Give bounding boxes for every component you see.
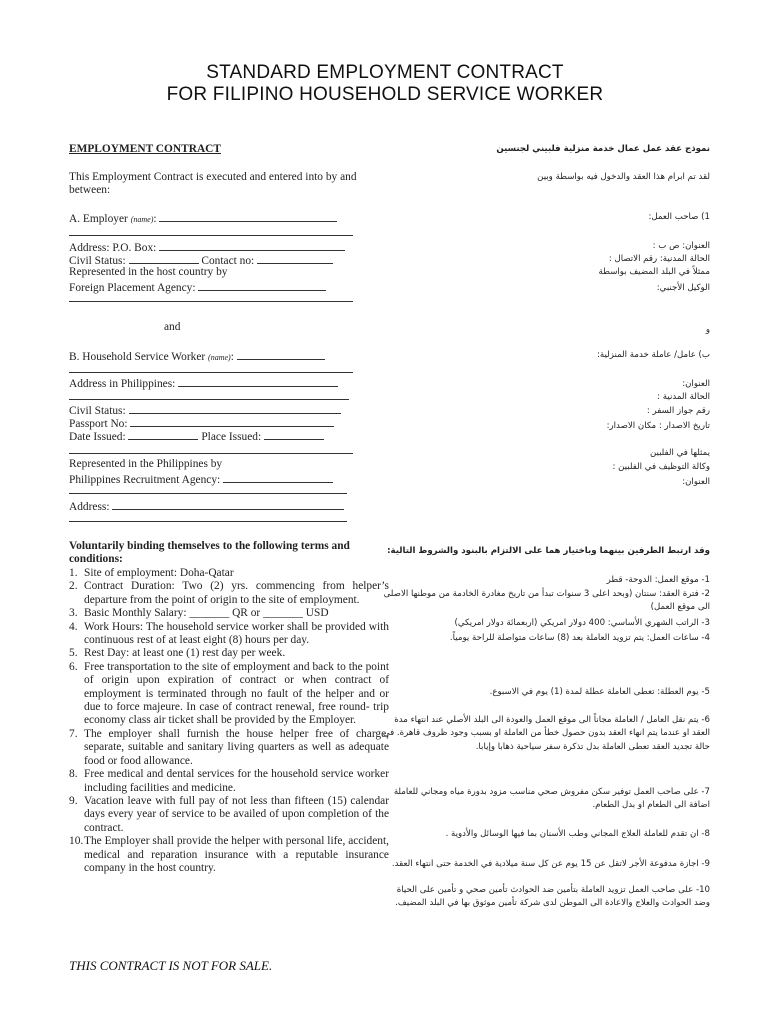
ar-address-po: العنوان: ص ب :: [652, 241, 710, 251]
ar-term-10: 10- على صاحب العمل تزويد العاملة بتأمين ضد الحوادث تأمين صحي و تأمين على الحياة وضد الحوادث والعلاج والاعادة الى الموطن لدى شركة تأمين موثوق بها في البلد المضيف.: [395, 885, 710, 909]
ar-and: و: [705, 325, 710, 335]
term-item: 8. Free medical and dental services for the household service worker including facilities and medicine.: [69, 768, 389, 794]
title-line-2: FOR FILIPINO HOUSEHOLD SERVICE WORKER: [166, 84, 604, 105]
civil-status-field[interactable]: [129, 253, 199, 264]
term-item: 6. Free transportation to the site of employment and back to the point of origin upon expiration of contract or when contract of employment is terminated through no fault of the helper and or due to force majeure. In case of contract renewal, free round- trip economy class air ticket shall be provided by the Employer.: [69, 660, 389, 727]
ph-agency-row: [69, 472, 389, 487]
ar-date-place: تاريخ الاصدار : مكان الاصدار:: [606, 421, 710, 431]
terms-list: [69, 567, 389, 875]
ar-term-6: 6- يتم نقل العامل / العاملة مجاناً الى موقع العمل والعودة الى البلد الأصلي عند انتهاء مدة العقد او عندما يتم انهاء العقد بدون حصول خطأ من العاملة او بسبب وجود ظروف قاهرة. في حالة تجديد العقد تعطى العاملة بدل تذكرة سفر سياحية ذهابا وإيابا.: [382, 715, 710, 752]
en-intro: This Employment Contract is executed and entered into by and between:: [69, 171, 357, 197]
term-item: 7. The employer shall furnish the house helper free of charge, separate, suitable and sanitary living quarters as well as adequate food or food allowance.: [69, 727, 389, 767]
term-item: 10. The Employer shall provide the helper with personal life, accident, medical and reparation insurance with a reputable insurance company in the host country.: [69, 835, 389, 874]
title-line-1: STANDARD EMPLOYMENT CONTRACT: [206, 62, 564, 83]
ar-intro: لقد تم ابرام هذا العقد والدخول فيه بواسطة وبين: [537, 172, 710, 182]
employer-label: A. Employer: [69, 213, 128, 225]
ar-term-5: 5- يوم العطلة: تعطى العاملة عطلة لمدة (1) يوم في الاسبوع.: [489, 687, 710, 697]
worker-name-field[interactable]: [237, 349, 325, 360]
employer-name-hint: (name): [130, 215, 154, 224]
ar-heading: نموذج عقد عمل عمال خدمة منزلية فلبيني لجنسين: [496, 144, 710, 154]
ar-civil: الحالة المدنية :: [657, 392, 710, 402]
civil-status2-label: Civil Status:: [69, 405, 126, 417]
ar-terms-heading: وقد ارتبط الطرفين بينهما وباختيار هما على الالتزام بالبنود والشروط التالية:: [387, 546, 710, 556]
foreign-agency-field[interactable]: [198, 280, 326, 291]
address-row: [69, 499, 389, 514]
ph-agency-field[interactable]: [223, 472, 333, 483]
footer-notice: THIS CONTRACT IS NOT FOR SALE.: [69, 958, 273, 973]
ar-address2: العنوان:: [682, 477, 710, 487]
term-item: 1. Site of employment: Doha-Qatar: [69, 567, 234, 579]
date-place-row: [69, 429, 389, 444]
term-item: 2. Contract Duration: Two (2) yrs. commencing from helper’s departure from the point of origin to the site of employment.: [69, 580, 389, 606]
contact-no-field[interactable]: [257, 253, 333, 264]
blank-line: [69, 399, 349, 400]
date-issued-label: Date Issued:: [69, 431, 126, 443]
address-ph-label: Address in Philippines:: [69, 378, 176, 390]
passport-field[interactable]: [130, 416, 334, 427]
contact-no-label: Contact no:: [201, 255, 255, 267]
ar-term-7: 7- على صاحب العمل توفير سكن مفروش صحي مناسب مزود بدورة مياه ومجاني للعاملة اضافة الى الطعام او بدل الطعام.: [393, 787, 710, 811]
represented-host: Represented in the host country by: [69, 266, 228, 278]
worker-label: B. Household Service Worker: [69, 351, 206, 363]
ar-term-3: 3- الراتب الشهري الأساسي: 400 دولار امريكي (اربعمائة دولار امريكي): [454, 618, 710, 628]
civil-status-label: Civil Status:: [69, 255, 126, 267]
ar-ph-agency: وكالة التوظيف في الفلبين :: [612, 462, 710, 472]
blank-line: [69, 235, 353, 236]
blank-line: [69, 521, 347, 522]
ar-address: العنوان:: [682, 379, 710, 389]
address-po-label: Address: P.O. Box:: [69, 242, 157, 254]
ar-represented: ممثلاً في البلد المضيف بواسطة: [598, 267, 710, 277]
ar-term-1: 1- موقع العمل: الدوحة- قطر: [606, 575, 710, 585]
address-ph-field[interactable]: [178, 376, 338, 387]
ar-rep-ph: يمثلها في الفلبين: [649, 448, 710, 458]
blank-line: [69, 372, 353, 373]
address-field[interactable]: [112, 499, 344, 510]
en-heading: EMPLOYMENT CONTRACT: [69, 143, 221, 155]
place-issued-label: Place Issued:: [201, 431, 262, 443]
civil-status2-field[interactable]: [129, 403, 341, 414]
employer-name-field[interactable]: [159, 211, 337, 222]
term-item: 3. Basic Monthly Salary: _______ QR or _______ USD: [69, 607, 329, 620]
address-po-field[interactable]: [159, 240, 345, 251]
term-item: 9. Vacation leave with full pay of not less than fifteen (15) calendar days every year of service to be availed of upon completion of the contract.: [69, 794, 389, 834]
place-issued-field[interactable]: [264, 429, 324, 440]
ph-agency-label: Philippines Recruitment Agency:: [69, 474, 221, 486]
ar-term-9: 9- اجازة مدفوعة الأجر لاتقل عن 15 يوم عن كل سنة ميلادية في الخدمة حتى انتهاء العقد.: [391, 859, 710, 869]
and-text: and: [164, 321, 181, 333]
blank-line: [69, 301, 353, 302]
ar-agency: الوكيل الأجنبي:: [656, 283, 710, 293]
terms-heading: Voluntarily binding themselves to the following terms and conditions:: [69, 540, 350, 566]
address-label: Address:: [69, 501, 110, 513]
worker-name-hint: (name): [208, 353, 231, 362]
foreign-agency-row: [69, 280, 389, 295]
date-issued-field[interactable]: [128, 429, 198, 440]
represented-ph: Represented in the Philippines by: [69, 458, 223, 470]
blank-line: [69, 453, 353, 454]
foreign-agency-label: Foreign Placement Agency:: [69, 282, 196, 294]
ar-passport: رقم جواز السفر :: [646, 406, 710, 416]
ar-term-4: 4- ساعات العمل: يتم تزويد العاملة بعد (8) ساعات متواصلة للراحة يومياً.: [449, 633, 710, 643]
ar-worker: ب) عامل/ عاملة خدمة المنزلية:: [597, 350, 710, 360]
term-item: 4. Work Hours: The household service worker shall be provided with continuous rest of at least eight (8) hours per day.: [69, 620, 389, 647]
term-item: 5. Rest Day: at least one (1) rest day per week.: [69, 647, 286, 660]
blank-line: [69, 493, 347, 494]
passport-label: Passport No:: [69, 418, 128, 430]
ar-term-8: 8- ان تقدم للعاملة العلاج المجاني وطب الأسنان بما فيها الوسائل والأدوية .: [445, 829, 710, 839]
address-ph-row: [69, 376, 389, 391]
ar-civil-contact: الحالة المدنية: رقم الاتصال :: [608, 254, 710, 264]
worker-row: B. Household Service Worker (name):: [69, 349, 389, 364]
ar-employer: 1) صاحب العمل:: [648, 212, 710, 222]
employer-row: A. Employer (name):: [69, 211, 389, 226]
ar-term-2: 2- فترة العقد: سنتان (وبحد اعلى 3 سنوات تبدأ من تاريخ مغادرة الخادمة من موطنها الاصلى الى موقع العمل): [383, 589, 710, 613]
